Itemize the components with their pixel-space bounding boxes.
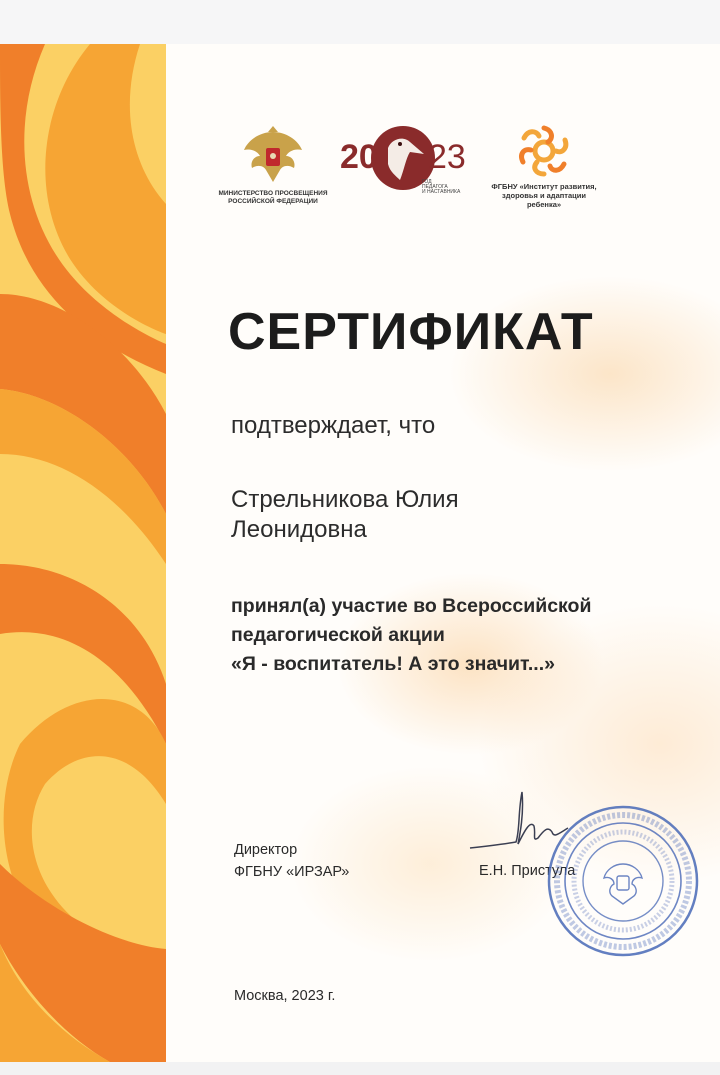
year-logo-digits-left: 20 xyxy=(340,138,378,176)
year-logo-digits-right: 23 xyxy=(428,138,466,176)
participation-line3: «Я - воспитатель! А это значит...» xyxy=(231,653,555,675)
ministry-name-line1: МИНИСТЕРСТВО ПРОСВЕЩЕНИЯ xyxy=(218,190,328,197)
orange-swirl-pattern xyxy=(0,44,166,1062)
participation-text xyxy=(231,592,591,679)
year-logo-caption-line2: ПЕДАГОГА xyxy=(422,184,448,190)
certificate-sheet xyxy=(0,44,720,1062)
bottom-margin xyxy=(0,1062,720,1075)
signer-position-line2: ФГБНУ «ИРЗАР» xyxy=(234,864,350,880)
participation-line1: принял(а) участие во Всероссийской xyxy=(231,595,592,617)
participation-line2: педагогической акции xyxy=(231,624,445,646)
decorative-left-band xyxy=(0,44,166,1062)
year-logo-caption-line1: ГОД xyxy=(422,179,432,185)
institute-name-line3: ребенка» xyxy=(526,200,562,209)
institute-name-line2: здоровья и адаптации xyxy=(502,191,586,200)
year-of-teacher-logo xyxy=(340,124,470,196)
top-margin xyxy=(0,0,720,44)
recipient-name-line1: Стрельникова Юлия xyxy=(231,486,459,513)
signer-name: Е.Н. Пристула xyxy=(479,863,576,879)
institute-name-line1: ФГБНУ «Институт развития, xyxy=(491,182,597,191)
confirms-text: подтверждает, что xyxy=(231,412,436,439)
place-and-date: Москва, 2023 г. xyxy=(234,988,336,1004)
certificate-title: СЕРТИФИКАТ xyxy=(228,303,594,361)
recipient-name xyxy=(231,485,459,545)
recipient-name-line2: Леонидовна xyxy=(231,516,367,543)
institute-flower-icon xyxy=(514,122,574,180)
ministry-emblem-icon xyxy=(240,126,306,186)
year-logo-caption-line3: И НАСТАВНИКА xyxy=(422,189,461,195)
official-stamp xyxy=(546,804,700,958)
ministry-name-line2: РОССИЙСКОЙ ФЕДЕРАЦИИ xyxy=(228,198,318,205)
signer-position xyxy=(234,839,349,883)
signer-position-line1: Директор xyxy=(234,842,298,858)
